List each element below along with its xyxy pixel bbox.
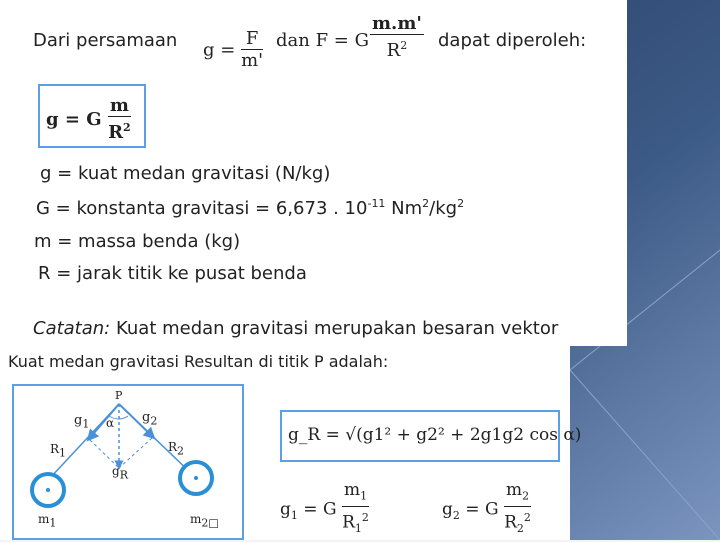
label-gr: $g_R$ — [112, 464, 128, 482]
intro-lead: Dari persamaan — [33, 30, 178, 51]
note-text: Kuat medan gravitasi merupakan besaran vektor — [115, 318, 559, 339]
intro-eq2-fraction — [370, 14, 424, 62]
resultant-formula: g_R = √(g1² + g2² + 2g1g2 cos α) — [288, 425, 582, 445]
label-m1: $m_1$ — [38, 512, 57, 530]
eq1-numerator: F — [241, 29, 263, 50]
force-diagram — [12, 384, 244, 540]
note-label: Catatan: — [33, 318, 111, 339]
definition-G: G = konstanta gravitasi = 6,673 . $10^{-11}$ $Nm^2/kg^2$ — [36, 197, 465, 219]
label-r2: $R_2$ — [168, 440, 185, 458]
definition-g: g = kuat medan gravitasi (N/kg) — [40, 163, 331, 184]
definition-m: m = massa benda (kg) — [34, 231, 241, 252]
boxed-lhs: g = G — [46, 109, 102, 130]
boxed-denominator: $R^2$ — [108, 121, 131, 143]
eq2-den-base: R — [386, 40, 401, 61]
label-alpha: α — [106, 416, 115, 430]
eq2-denominator — [370, 35, 424, 62]
eq1-lhs: g = — [203, 39, 236, 61]
boxed-fraction — [108, 96, 131, 144]
label-g2: $g_2$ — [142, 410, 158, 428]
eq2-den-exp: 2 — [400, 39, 408, 52]
intro-mid: dan F = G — [276, 30, 369, 51]
resultant-heading: Kuat medan gravitasi Resultan di titik P adalah: — [8, 352, 389, 371]
g2-formula: $g_2 = G$ $\frac{m_2}{R_2^2}$ — [442, 480, 531, 540]
eq2-numerator: m.m' — [372, 13, 422, 34]
vector-g1 — [88, 404, 119, 440]
label-p: P — [115, 389, 123, 402]
eq1-fraction — [241, 29, 263, 72]
g1-fraction: $\frac{m_1}{R_1^2}$ — [342, 480, 369, 536]
boxed-numerator: m — [109, 95, 129, 116]
label-m2: $m_{2□}$ — [190, 512, 219, 530]
definition-R: R = jarak titik ke pusat benda — [38, 263, 307, 284]
label-r1: $R_1$ — [50, 442, 67, 460]
boxed-formula — [38, 84, 146, 148]
intro-eq1 — [203, 29, 263, 72]
g2-fraction: $\frac{m_2}{R_2^2}$ — [504, 480, 531, 536]
g1-formula: $g_1 = G$ $\frac{m_1}{R_1^2}$ — [280, 480, 369, 540]
label-g1: $g_1$ — [74, 413, 90, 431]
eq1-denominator: m' — [241, 50, 264, 71]
intro-tail: dapat diperoleh: — [438, 30, 587, 51]
resultant-formula-box — [280, 410, 582, 462]
note — [33, 318, 558, 339]
